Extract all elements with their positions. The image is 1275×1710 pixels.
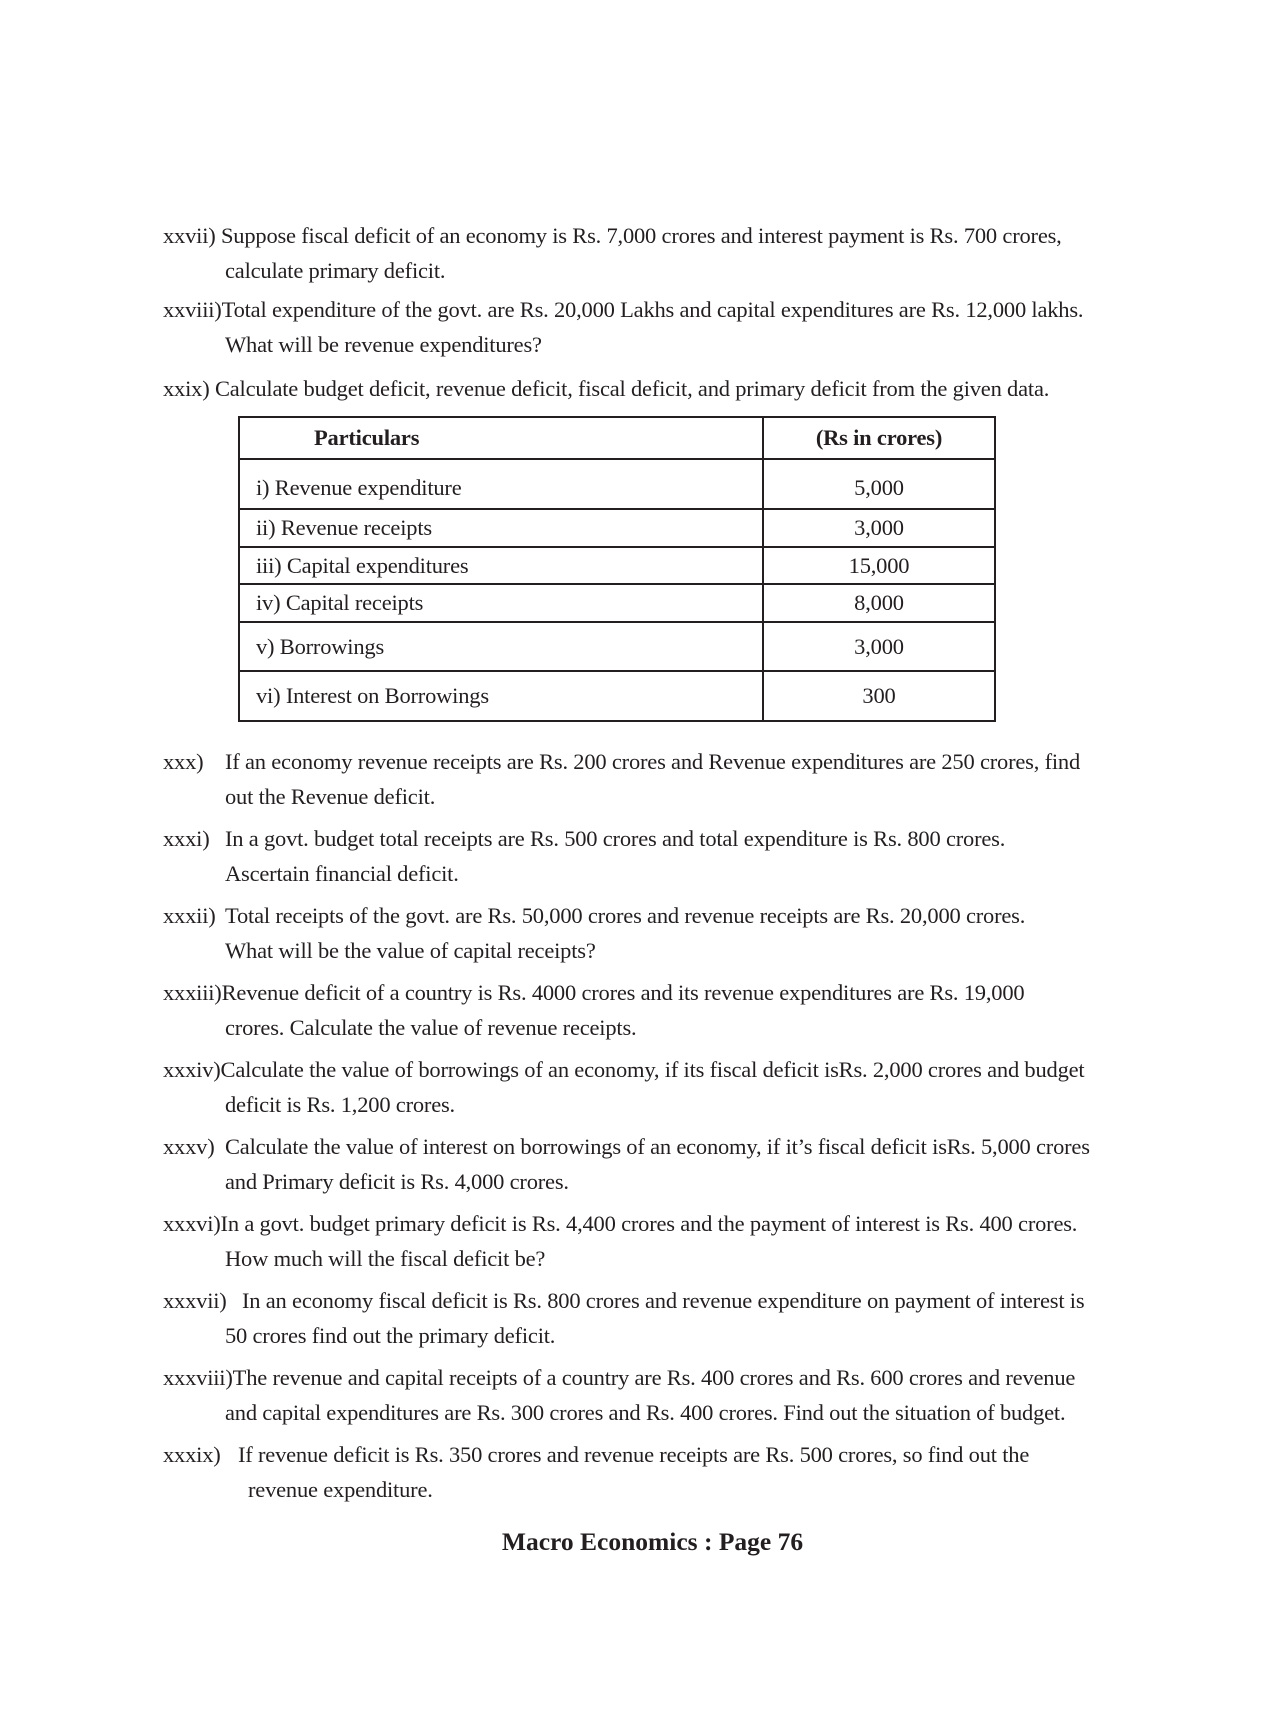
- question-number: xxxix): [163, 1442, 221, 1467]
- table-row: [239, 459, 995, 509]
- question-text-continued: What will be revenue expenditures?: [225, 332, 542, 357]
- question-number: xxxi): [163, 826, 210, 851]
- question-text-continued: calculate primary deficit.: [225, 258, 446, 283]
- table-row: [239, 509, 995, 547]
- row-label: v) Borrowings: [239, 622, 763, 671]
- row-label: ii) Revenue receipts: [239, 509, 763, 547]
- question-text-continued: Ascertain financial deficit.: [225, 861, 459, 886]
- question-xxxi: [163, 821, 1163, 891]
- question-text: Revenue deficit of a country is Rs. 4000 crores and its revenue expenditures are Rs. 19,000: [221, 980, 1025, 1005]
- row-value: 8,000: [763, 584, 995, 622]
- column-header-particulars: Particulars: [239, 417, 763, 459]
- question-text: The revenue and capital receipts of a country are Rs. 400 crores and Rs. 600 crores and revenue: [232, 1365, 1076, 1390]
- question-text-continued: and capital expenditures are Rs. 300 crores and Rs. 400 crores. Find out the situation of budget.: [225, 1400, 1066, 1425]
- table-row: [239, 584, 995, 622]
- question-number: xxxii): [163, 903, 216, 928]
- question-text: Suppose fiscal deficit of an economy is Rs. 7,000 crores and interest payment is Rs. 700 crores,: [220, 223, 1062, 248]
- question-text-continued: and Primary deficit is Rs. 4,000 crores.: [225, 1169, 569, 1194]
- page-footer: Macro Economics : Page 76: [501, 1527, 804, 1556]
- question-text: Calculate the value of interest on borrowings of an economy, if it’s fiscal deficit isRs. 5,000 crores: [225, 1134, 1090, 1159]
- question-text-continued: out the Revenue deficit.: [225, 784, 436, 809]
- question-xxxix: [163, 1437, 1163, 1507]
- table-row: [239, 622, 995, 671]
- row-value: 5,000: [763, 459, 995, 509]
- question-text-continued: What will be the value of capital receipts?: [225, 938, 596, 963]
- question-number: xxxvii): [163, 1288, 227, 1313]
- question-text: If an economy revenue receipts are Rs. 200 crores and Revenue expenditures are 250 crores, find: [225, 749, 1081, 774]
- table-header-row: [239, 417, 995, 459]
- question-text: Total receipts of the govt. are Rs. 50,000 crores and revenue receipts are Rs. 20,000 crores.: [225, 903, 1026, 928]
- question-xxviii: [163, 292, 1163, 362]
- question-number: xxxiii): [163, 980, 222, 1005]
- question-number: xxvii): [163, 223, 216, 248]
- question-xxxv: [163, 1129, 1163, 1199]
- question-number: xxx): [163, 749, 204, 774]
- question-number: xxxviii): [163, 1365, 233, 1390]
- question-number: xxix): [163, 376, 210, 401]
- table-row: [239, 547, 995, 584]
- question-text: Total expenditure of the govt. are Rs. 20,000 Lakhs and capital expenditures are Rs. 12,000 lakhs.: [221, 297, 1084, 322]
- question-text-continued: deficit is Rs. 1,200 crores.: [225, 1092, 455, 1117]
- row-label: vi) Interest on Borrowings: [239, 671, 763, 721]
- question-text: If revenue deficit is Rs. 350 crores and revenue receipts are Rs. 500 crores, so find out the: [238, 1442, 1030, 1467]
- question-xxxiii: [163, 975, 1163, 1045]
- question-number: xxxv): [163, 1134, 215, 1159]
- question-xxxviii: [163, 1360, 1163, 1430]
- question-xxxiv: [163, 1052, 1163, 1122]
- row-label: i) Revenue expenditure: [239, 459, 763, 509]
- question-text: Calculate budget deficit, revenue deficit, fiscal deficit, and primary deficit from the given data.: [214, 376, 1050, 401]
- row-value: 3,000: [763, 509, 995, 547]
- table-row: [239, 671, 995, 721]
- column-header-amount: (Rs in crores): [763, 417, 995, 459]
- row-value: 3,000: [763, 622, 995, 671]
- question-xxix: [163, 371, 1163, 406]
- question-number: xxviii): [163, 297, 222, 322]
- question-xxxii: [163, 898, 1163, 968]
- question-text: In an economy fiscal deficit is Rs. 800 crores and revenue expenditure on payment of interest is: [242, 1288, 1085, 1313]
- question-text-continued: crores. Calculate the value of revenue receipts.: [225, 1015, 637, 1040]
- question-xxxvi: [163, 1206, 1163, 1276]
- question-xxvii: [163, 218, 1163, 288]
- row-value: 300: [763, 671, 995, 721]
- question-number: xxxvi): [163, 1211, 221, 1236]
- question-text-continued: revenue expenditure.: [248, 1477, 433, 1502]
- row-value: 15,000: [763, 547, 995, 584]
- question-xxx: [163, 744, 1163, 814]
- question-text: In a govt. budget total receipts are Rs. 500 crores and total expenditure is Rs. 800 crores.: [225, 826, 1006, 851]
- question-xxxvii: [163, 1283, 1163, 1353]
- question-text: In a govt. budget primary deficit is Rs. 4,400 crores and the payment of interest is Rs. 400 crores.: [220, 1211, 1078, 1236]
- question-text: Calculate the value of borrowings of an economy, if its fiscal deficit isRs. 2,000 crores and budget: [220, 1057, 1085, 1082]
- question-number: xxxiv): [163, 1057, 221, 1082]
- row-label: iv) Capital receipts: [239, 584, 763, 622]
- budget-data-table: [238, 416, 996, 722]
- row-label: iii) Capital expenditures: [239, 547, 763, 584]
- question-text-continued: 50 crores find out the primary deficit.: [225, 1323, 556, 1348]
- question-text-continued: How much will the fiscal deficit be?: [225, 1246, 546, 1271]
